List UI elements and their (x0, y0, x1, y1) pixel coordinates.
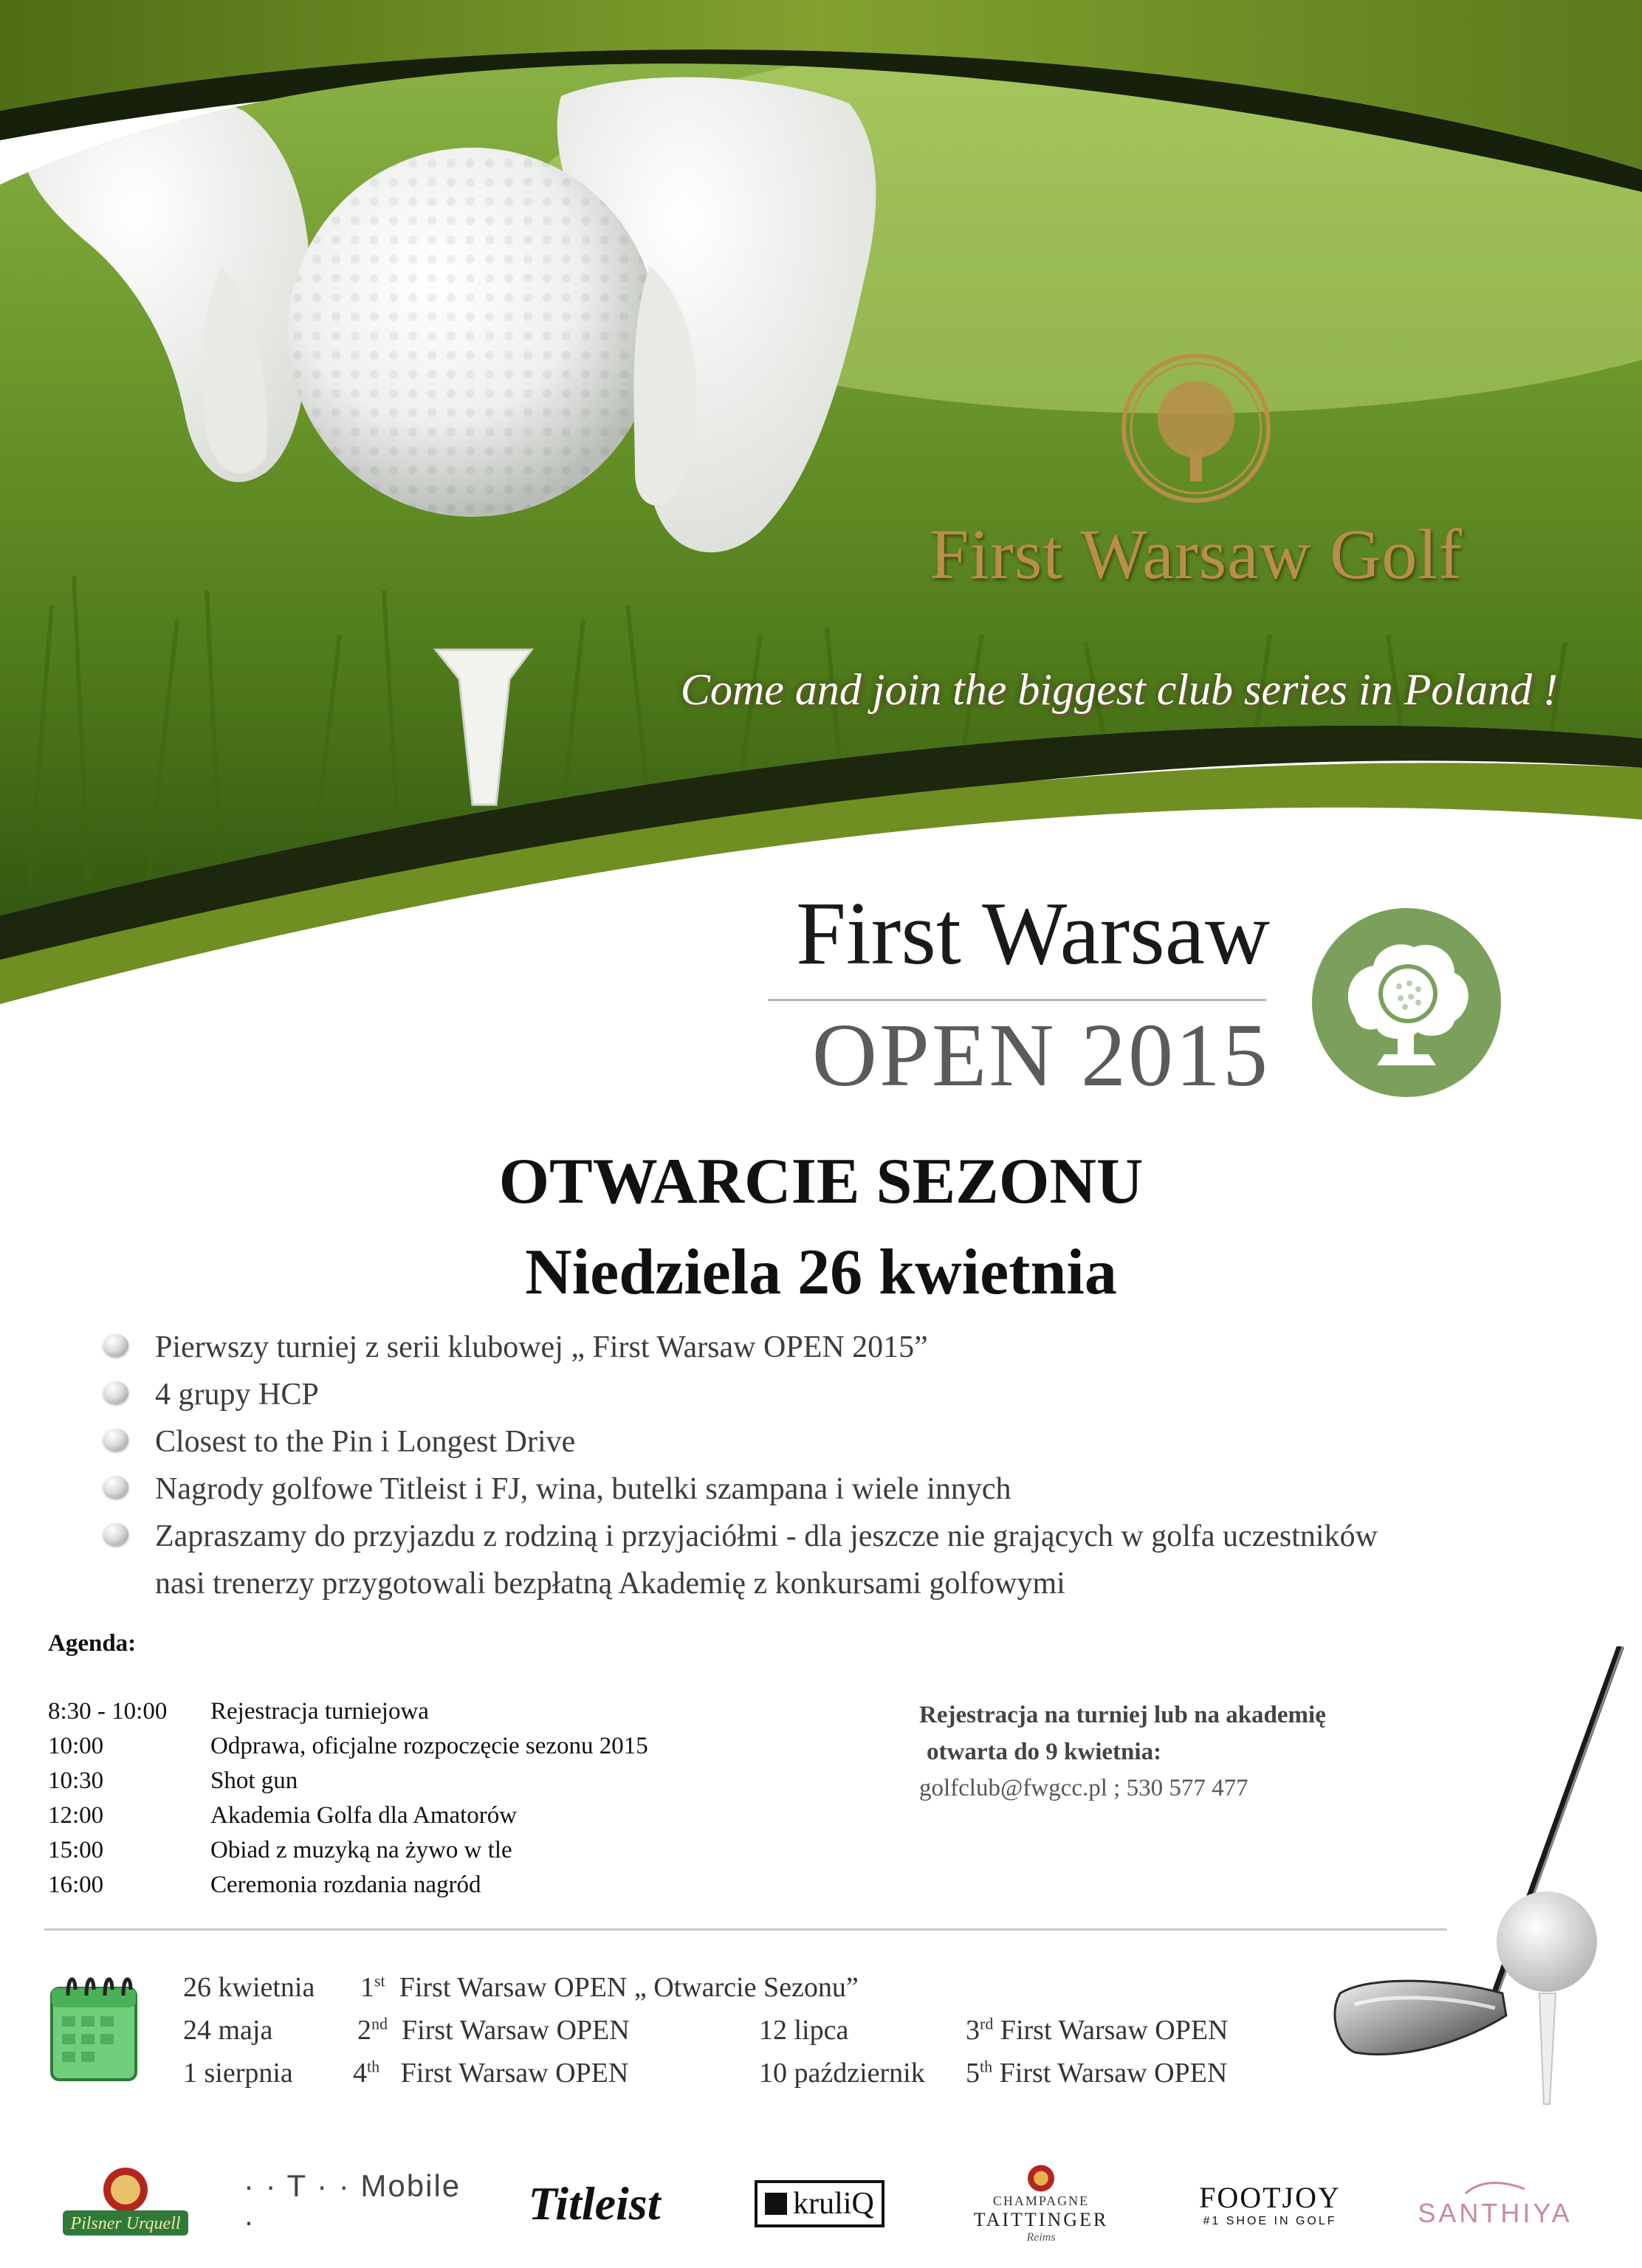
schedule-event-name: First Warsaw OPEN „ Otwarcie Sezonu” (399, 1972, 859, 2003)
list-item-text: Zapraszamy do przyjazdu z rodziną i przyjaciółmi - dla jeszcze nie grających w golfa uczestników (155, 1519, 1378, 1553)
calendar-icon (46, 1968, 142, 2086)
hero-photo (0, 0, 1642, 1004)
golf-ball-bullet-icon (103, 1523, 128, 1545)
sponsor-taittinger-text: TAITTINGER (973, 2209, 1109, 2230)
agenda-desc: Odprawa, oficjalne rozpoczęcie sezonu 2015 (210, 1733, 648, 1759)
agenda-desc: Obiad z muzyką na żywo w tle (210, 1837, 512, 1863)
registration-deadline: otwarta do 9 kwietnia: (927, 1739, 1162, 1765)
schedule-ordinal: 3 (966, 2015, 980, 2046)
registration-heading: Rejestracja na turniej lub na akademię (919, 1702, 1326, 1728)
schedule-date-2: 24 maja (183, 2015, 273, 2046)
list-item-text: Closest to the Pin i Longest Drive (155, 1425, 576, 1459)
agenda-desc: Shot gun (210, 1767, 298, 1794)
schedule-date-4: 1 sierpnia (183, 2058, 293, 2089)
golf-ball-bullet-icon (103, 1381, 128, 1403)
event-title-line2: OPEN 2015 (811, 1006, 1270, 1105)
taittinger-top-text: CHAMPAGNE (992, 2193, 1090, 2208)
schedule-event-name: First Warsaw OPEN (402, 2015, 630, 2046)
sponsor-tmobile-text: · · T · · Mobile · (244, 2168, 461, 2238)
sponsor-taittinger-logo (952, 2163, 1130, 2244)
golf-club-ball-illustration (1325, 1646, 1635, 2126)
list-item-text: Pierwszy turniej z serii klubowej „ First Warsaw OPEN 2015” (155, 1330, 928, 1364)
sponsor-pilsner-text: Pilsner Urquell (70, 2214, 181, 2233)
headline-title: OTWARCIE SEZONU (498, 1146, 1144, 1217)
sponsor-footjoy-logo (1174, 2163, 1366, 2244)
agenda-time: 10:30 (48, 1767, 104, 1794)
list-item (103, 1465, 1580, 1513)
sponsor-santhiya-text: SANTHIYA (1418, 2198, 1573, 2228)
list-item-continuation (103, 1560, 1580, 1607)
ordinal-suffix: th (367, 2057, 380, 2076)
schedule-ordinal: 5 (966, 2058, 980, 2089)
schedule-event-name: First Warsaw OPEN (400, 2058, 629, 2089)
list-item-text: nasi trenerzy przygotowali bezpłatną Akademię z konkursami golfowymi (155, 1567, 1065, 1601)
schedule-event-4 (353, 2057, 628, 2089)
schedule-event-5 (966, 2057, 1227, 2089)
sponsor-pilsner-urquell-logo (52, 2163, 199, 2244)
golf-ball-bullet-icon (103, 1476, 128, 1498)
agenda-desc: Ceremonia rozdania nagród (210, 1872, 481, 1898)
sponsor-santhiya-logo (1406, 2163, 1584, 2244)
taittinger-sub-text: Reims (1026, 2231, 1056, 2244)
registration-contact-link[interactable]: golfclub@fwgcc.pl ; 530 577 477 (919, 1775, 1248, 1801)
ordinal-suffix: st (374, 1971, 385, 1990)
sponsor-tmobile-logo (244, 2163, 465, 2244)
schedule-event-name: First Warsaw OPEN (999, 2058, 1228, 2089)
pilsner-badge-icon (55, 2163, 196, 2244)
schedule-event-name: First Warsaw OPEN (1000, 2015, 1229, 2046)
schedule-ordinal: 1 (360, 1972, 374, 2003)
schedule-date-5: 10 październik (759, 2058, 925, 2089)
title-divider (768, 999, 1266, 1001)
agenda-time: 8:30 - 10:00 (48, 1698, 168, 1725)
schedule-event-3 (966, 2014, 1229, 2047)
list-item-text: 4 grupy HCP (155, 1378, 319, 1412)
schedule-ordinal: 4 (353, 2058, 367, 2089)
agenda-time: 10:00 (48, 1733, 104, 1759)
schedule-event-1 (360, 1971, 859, 2004)
hero-brand-name: First Warsaw Golf (929, 515, 1463, 594)
sponsor-footjoy-text: FOOTJOY (1199, 2180, 1341, 2214)
list-item (103, 1513, 1580, 1560)
golf-ball-bullet-icon (103, 1429, 128, 1451)
schedule-ordinal: 2 (357, 2015, 371, 2046)
agenda-desc: Akademia Golfa dla Amatorów (210, 1802, 518, 1829)
agenda-time: 15:00 (48, 1837, 104, 1863)
sponsor-kruliq-text: kruliQ (793, 2187, 874, 2221)
event-title-line1: First Warsaw (796, 884, 1270, 983)
sponsor-kruliq-logo (735, 2163, 904, 2244)
hero-tagline: Come and join the biggest club series in Poland ! (680, 665, 1558, 714)
ordinal-suffix: rd (980, 2014, 994, 2033)
club-tree-logo (1310, 907, 1502, 1099)
agenda-time: 16:00 (48, 1872, 104, 1898)
list-item (103, 1324, 1580, 1371)
sponsor-titleist-logo (502, 2163, 687, 2244)
list-item (103, 1371, 1580, 1418)
agenda-desc: Rejestracja turniejowa (210, 1698, 429, 1725)
santhiya-swirl-icon (1462, 2179, 1528, 2198)
agenda-time: 12:00 (48, 1802, 104, 1829)
golf-ball-bullet-icon (103, 1334, 128, 1356)
headline-date: Niedziela 26 kwietnia (525, 1237, 1117, 1308)
ordinal-suffix: th (980, 2057, 993, 2076)
schedule-date-3: 12 lipca (759, 2015, 849, 2046)
event-highlights-list (103, 1324, 1580, 1607)
list-item (103, 1418, 1580, 1465)
footjoy-sub-text: #1 SHOE IN GOLF (1203, 2214, 1337, 2227)
sponsor-titleist-text: Titleist (528, 2177, 661, 2230)
agenda-title: Agenda: (48, 1630, 137, 1657)
schedule-event-2 (357, 2014, 630, 2047)
taittinger-crest-icon (1023, 2163, 1059, 2193)
section-divider (44, 1928, 1447, 1931)
schedule-date-1: 26 kwietnia (183, 1972, 315, 2003)
ordinal-suffix: nd (371, 2014, 388, 2033)
hero-banner (0, 0, 1642, 1004)
list-item-text: Nagrody golfowe Titleist i FJ, wina, butelki szampana i wiele innych (155, 1472, 1011, 1506)
kruliq-square-icon (765, 2193, 787, 2215)
